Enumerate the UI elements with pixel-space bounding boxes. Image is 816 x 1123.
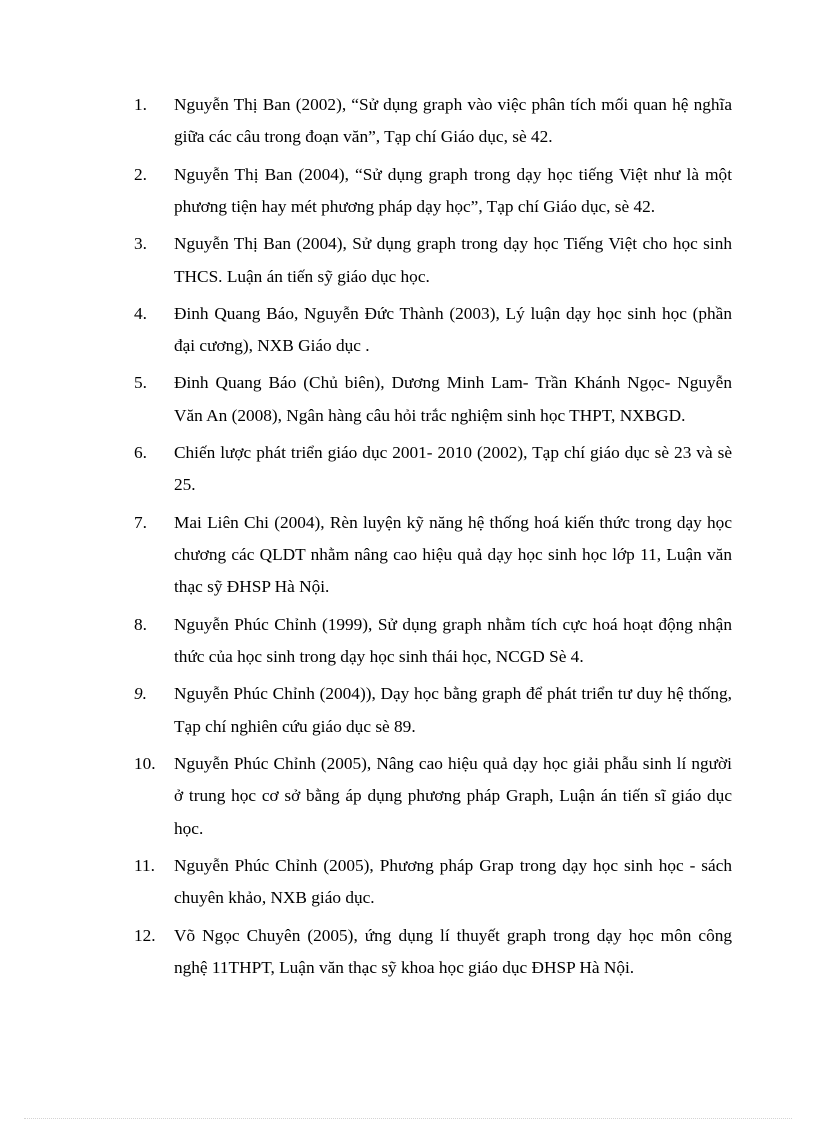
reference-number: 2. xyxy=(134,164,147,184)
reference-item-1 xyxy=(134,89,732,154)
reference-text: Mai Liên Chi (2004), Rèn luyện kỹ năng hệ thống hoá kiến thức trong dạy học chương các QLDT nhằm nâng cao hiệu quả dạy học sinh học lớp 11, Luận văn thạc sỹ ĐHSP Hà Nội. xyxy=(174,512,732,597)
reference-text: Nguyễn Phúc Chỉnh (2005), Phương pháp Grap trong dạy học sinh học - sách chuyên khảo, NXB giáo dục. xyxy=(174,855,732,908)
reference-number: 9. xyxy=(134,684,147,704)
reference-text: Nguyễn Thị Ban (2002), “Sử dụng graph vào việc phân tích mối quan hệ nghĩa giữa các câu trong đoạn văn”, Tạp chí Giáo dục, sè 42. xyxy=(174,95,732,147)
reference-item-6 xyxy=(134,437,732,502)
reference-number: 11. xyxy=(134,855,155,875)
reference-item-12 xyxy=(134,920,732,985)
reference-number: 3. xyxy=(134,234,147,254)
reference-item-2 xyxy=(134,159,732,224)
reference-item-7 xyxy=(134,507,732,604)
reference-text: Nguyễn Phúc Chỉnh (2004)), Dạy học bằng graph để phát triển tư duy hệ thống, Tạp chí nghiên cứu giáo dục sè 89. xyxy=(174,684,732,736)
reference-text: Nguyễn Thị Ban (2004), “Sử dụng graph trong dạy học tiếng Việt như là một phương tiện hay mét phương pháp dạy học”, Tạp chí Giáo dục, sè 42. xyxy=(174,164,732,217)
reference-list xyxy=(134,89,732,989)
reference-item-10 xyxy=(134,748,732,845)
reference-number: 8. xyxy=(134,614,147,634)
reference-item-3 xyxy=(134,228,732,293)
reference-number: 4. xyxy=(134,303,147,323)
reference-text: Nguyễn Phúc Chỉnh (2005), Nâng cao hiệu quả dạy học giải phẫu sinh lí người ở trung học cơ sở bằng áp dụng phương pháp Graph, Luận án tiến sĩ giáo dục học. xyxy=(174,753,732,838)
reference-text: Đinh Quang Báo, Nguyễn Đức Thành (2003), Lý luận dạy học sinh học (phần đại cương), NXB Giáo dục . xyxy=(174,303,732,356)
reference-item-4 xyxy=(134,298,732,363)
reference-item-11 xyxy=(134,850,732,915)
reference-number: 6. xyxy=(134,443,147,463)
reference-text: Đinh Quang Báo (Chủ biên), Dương Minh Lam- Trần Khánh Ngọc- Nguyễn Văn An (2008), Ngân hàng câu hỏi trắc nghiệm sinh học THPT, NXBGD. xyxy=(174,373,732,425)
reference-text: Chiến lược phát triển giáo dục 2001- 2010 (2002), Tạp chí giáo dục sè 23 và sè 25. xyxy=(174,443,732,495)
reference-item-9 xyxy=(134,678,732,743)
reference-text: Nguyễn Thị Ban (2004), Sử dụng graph trong dạy học Tiếng Việt cho học sinh THCS. Luận án tiến sỹ giáo dục học. xyxy=(174,234,732,286)
reference-text: Võ Ngọc Chuyên (2005), ứng dụng lí thuyết graph trong dạy học môn công nghệ 11THPT, Luận văn thạc sỹ khoa học giáo dục ĐHSP Hà Nội. xyxy=(174,925,732,977)
reference-number: 12. xyxy=(134,925,156,945)
reference-text: Nguyễn Phúc Chỉnh (1999), Sử dụng graph nhằm tích cực hoá hoạt động nhận thức của học sinh trong dạy học sinh thái học, NCGD Sè 4. xyxy=(174,614,732,667)
reference-number: 10. xyxy=(134,753,156,773)
page-bottom-divider xyxy=(24,1118,792,1119)
reference-number: 5. xyxy=(134,373,147,393)
reference-item-8 xyxy=(134,609,732,674)
reference-item-5 xyxy=(134,367,732,432)
reference-number: 7. xyxy=(134,512,147,532)
reference-number: 1. xyxy=(134,95,147,114)
